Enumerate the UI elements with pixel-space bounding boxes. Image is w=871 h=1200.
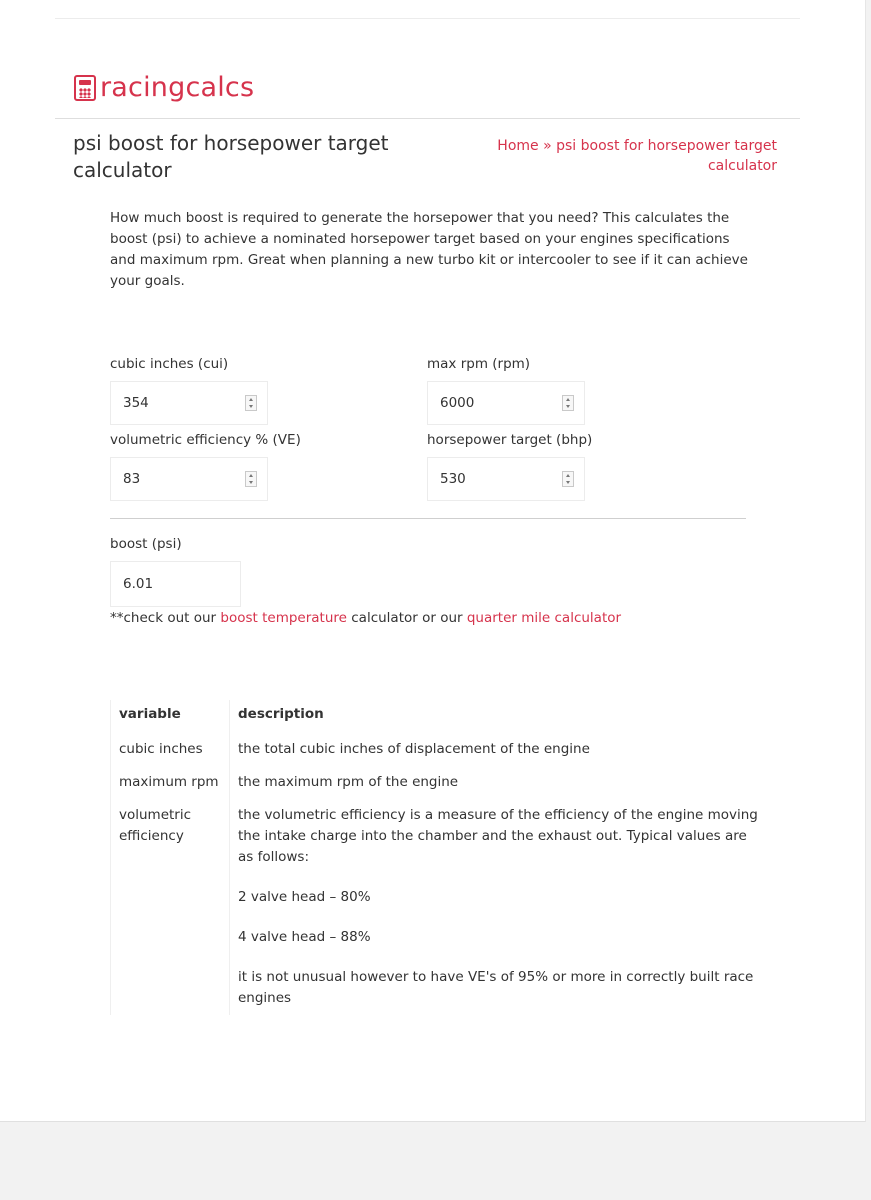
description-text: the total cubic inches of displacement of the engine (238, 741, 590, 757)
rpm-value: 6000 (440, 395, 475, 411)
brand-name: racingcalcs (100, 72, 255, 103)
top-rule (55, 18, 800, 19)
spinner-icon[interactable] (562, 471, 574, 487)
row-variable: cubic inches (111, 733, 230, 766)
spinner-icon[interactable] (245, 395, 257, 411)
rpm-input[interactable] (427, 381, 585, 425)
cui-field (110, 356, 268, 425)
row-variable: maximum rpm (111, 766, 230, 799)
note-prefix: **check out our (110, 610, 217, 626)
quarter-mile-link[interactable]: quarter mile calculator (466, 610, 622, 626)
intro-text: How much boost is required to generate the horsepower that you need? This calculates the boost (psi) to achieve a nominated horsepower target based on your engines specifications and maximum rpm. Great when planning a new turbo kit or intercooler to see if it can achieve your goals. (110, 210, 748, 289)
breadcrumb-current: psi boost for horsepower target calculator (556, 138, 777, 174)
variables-table (110, 700, 770, 1015)
header-description: description (238, 706, 324, 722)
boost-result-field (110, 536, 241, 607)
description-text: the volumetric efficiency is a measure of the efficiency of the engine moving the intake charge into the chamber and the exhaust out. Typical values are as follows: (238, 807, 758, 865)
table-row (111, 766, 770, 799)
description-text: 4 valve head – 88% (238, 929, 371, 945)
row-description (230, 733, 770, 766)
cui-input[interactable] (110, 381, 268, 425)
header-variable: variable (111, 700, 230, 733)
bhp-value: 530 (440, 471, 466, 487)
row-variable: volumetric efficiency (111, 799, 230, 1015)
cui-label: cubic inches (cui) (110, 356, 229, 372)
description-text: 2 valve head – 80% (238, 889, 371, 905)
rpm-label: max rpm (rpm) (427, 356, 531, 372)
bhp-input[interactable] (427, 457, 585, 501)
breadcrumb-home-link[interactable]: Home (497, 138, 539, 154)
breadcrumb-separator: » (543, 138, 552, 154)
ve-label: volumetric efficiency % (VE) (110, 432, 301, 448)
description-text: it is not unusual however to have VE's of 95% or more in correctly built race engines (238, 969, 754, 1006)
boost-value: 6.01 (123, 576, 154, 592)
rpm-field (427, 356, 585, 425)
ve-input[interactable] (110, 457, 268, 501)
page-title: psi boost for horsepower target calculator (73, 131, 389, 182)
header-rule (55, 118, 800, 119)
spinner-icon[interactable] (245, 471, 257, 487)
table-row (111, 733, 770, 766)
description-text: the maximum rpm of the engine (238, 774, 459, 790)
bhp-label: horsepower target (bhp) (427, 432, 593, 448)
row-description (230, 799, 770, 1015)
table-row (111, 799, 770, 1015)
calculator-icon (74, 75, 96, 101)
breadcrumb (477, 136, 777, 176)
bhp-field (427, 432, 592, 501)
row-description (230, 766, 770, 799)
related-calculators-note (110, 610, 621, 626)
ve-value: 83 (123, 471, 141, 487)
cui-value: 354 (123, 395, 149, 411)
form-divider (110, 518, 746, 519)
site-logo[interactable] (74, 72, 254, 103)
boost-temperature-link[interactable]: boost temperature (220, 610, 347, 626)
spinner-icon[interactable] (562, 395, 574, 411)
boost-label: boost (psi) (110, 536, 182, 552)
boost-output[interactable] (110, 561, 241, 607)
table-header-row (111, 700, 770, 733)
note-middle: calculator or our (351, 610, 463, 626)
ve-field (110, 432, 301, 501)
